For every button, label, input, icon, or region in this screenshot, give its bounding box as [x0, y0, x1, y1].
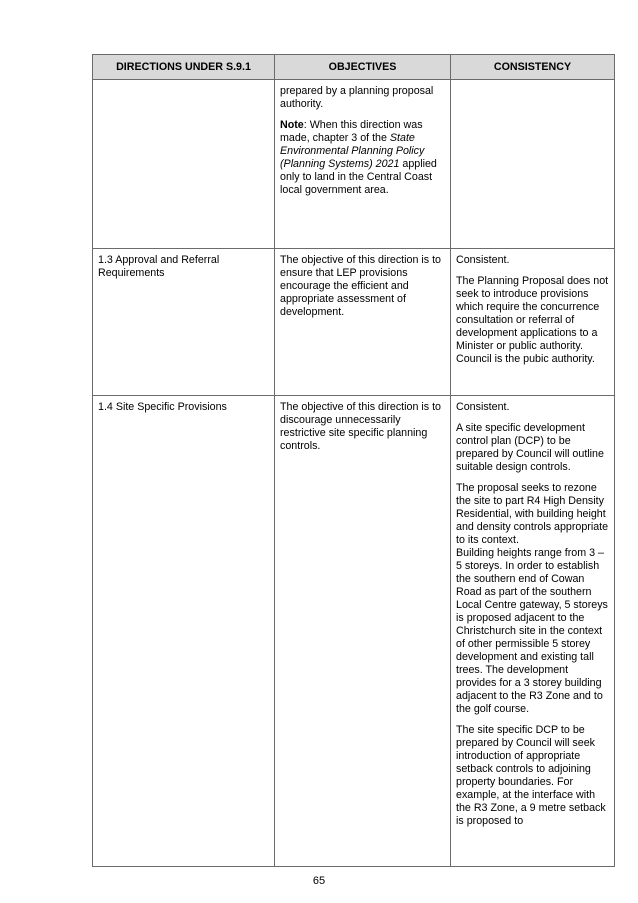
table-row	[93, 396, 615, 867]
objective-cell: The objective of this direction is to ensure that LEP provisions encourage the efficient and appropriate assessment of development.	[275, 249, 451, 396]
note-italic: State Environmental Planning Policy (Planning Systems) 2021	[280, 132, 425, 170]
objective-cell	[275, 80, 451, 249]
objective-text: prepared by a planning proposal authority.	[280, 85, 434, 110]
consistency-cell	[451, 80, 615, 249]
consistency-text: The Planning Proposal does not seek to introduce provisions which require the concurrence consultation or referral of development applications to a Minister or public authority. Council is the pubic authority.	[456, 275, 609, 365]
note-label: Note	[280, 119, 304, 131]
consistency-text: A site specific development control plan (DCP) to be prepared by Council will outline suitable design controls.	[456, 422, 604, 473]
consistency-text: Building heights range from 3 – 5 storeys. In order to establish the southern end of Cowan Road as part of the southern Local Centre gateway, 5 storeys is proposed adjacent to the Christchurch site in the context of other permissible 5 storey development and existing tall trees. The development provides for a 3 storey building adjacent to the R3 Zone and to the golf course.	[456, 547, 608, 715]
direction-cell	[93, 80, 275, 249]
table-header-row	[93, 55, 615, 80]
header-objectives: OBJECTIVES	[275, 55, 451, 80]
consistency-text: Consistent.	[456, 254, 510, 266]
direction-cell: 1.4 Site Specific Provisions	[93, 396, 275, 867]
consistency-text: Consistent.	[456, 401, 510, 413]
header-consistency: CONSISTENCY	[451, 55, 615, 80]
table-row	[93, 249, 615, 396]
note-text-b: applied only to land in the Central Coast local government area.	[280, 158, 437, 196]
consistency-cell	[451, 396, 615, 867]
directions-table	[92, 54, 615, 867]
consistency-cell	[451, 249, 615, 396]
objective-cell: The objective of this direction is to discourage unnecessarily restrictive site specific planning controls.	[275, 396, 451, 867]
direction-cell: 1.3 Approval and Referral Requirements	[93, 249, 275, 396]
table-row	[93, 80, 615, 249]
note-text-a: : When this direction was made, chapter 3 of the	[280, 119, 423, 144]
consistency-text: The site specific DCP to be prepared by Council will seek introduction of appropriate setback controls to adjoining property boundaries. For example, at the interface with the R3 Zone, a 9 metre setback is proposed to	[456, 724, 606, 827]
page-number: 65	[312, 875, 326, 887]
note-paragraph	[280, 119, 445, 197]
consistency-text: The proposal seeks to rezone the site to part R4 High Density Residential, with building height and density controls appropriate to its context.	[456, 482, 609, 546]
header-directions: DIRECTIONS UNDER S.9.1	[93, 55, 275, 80]
